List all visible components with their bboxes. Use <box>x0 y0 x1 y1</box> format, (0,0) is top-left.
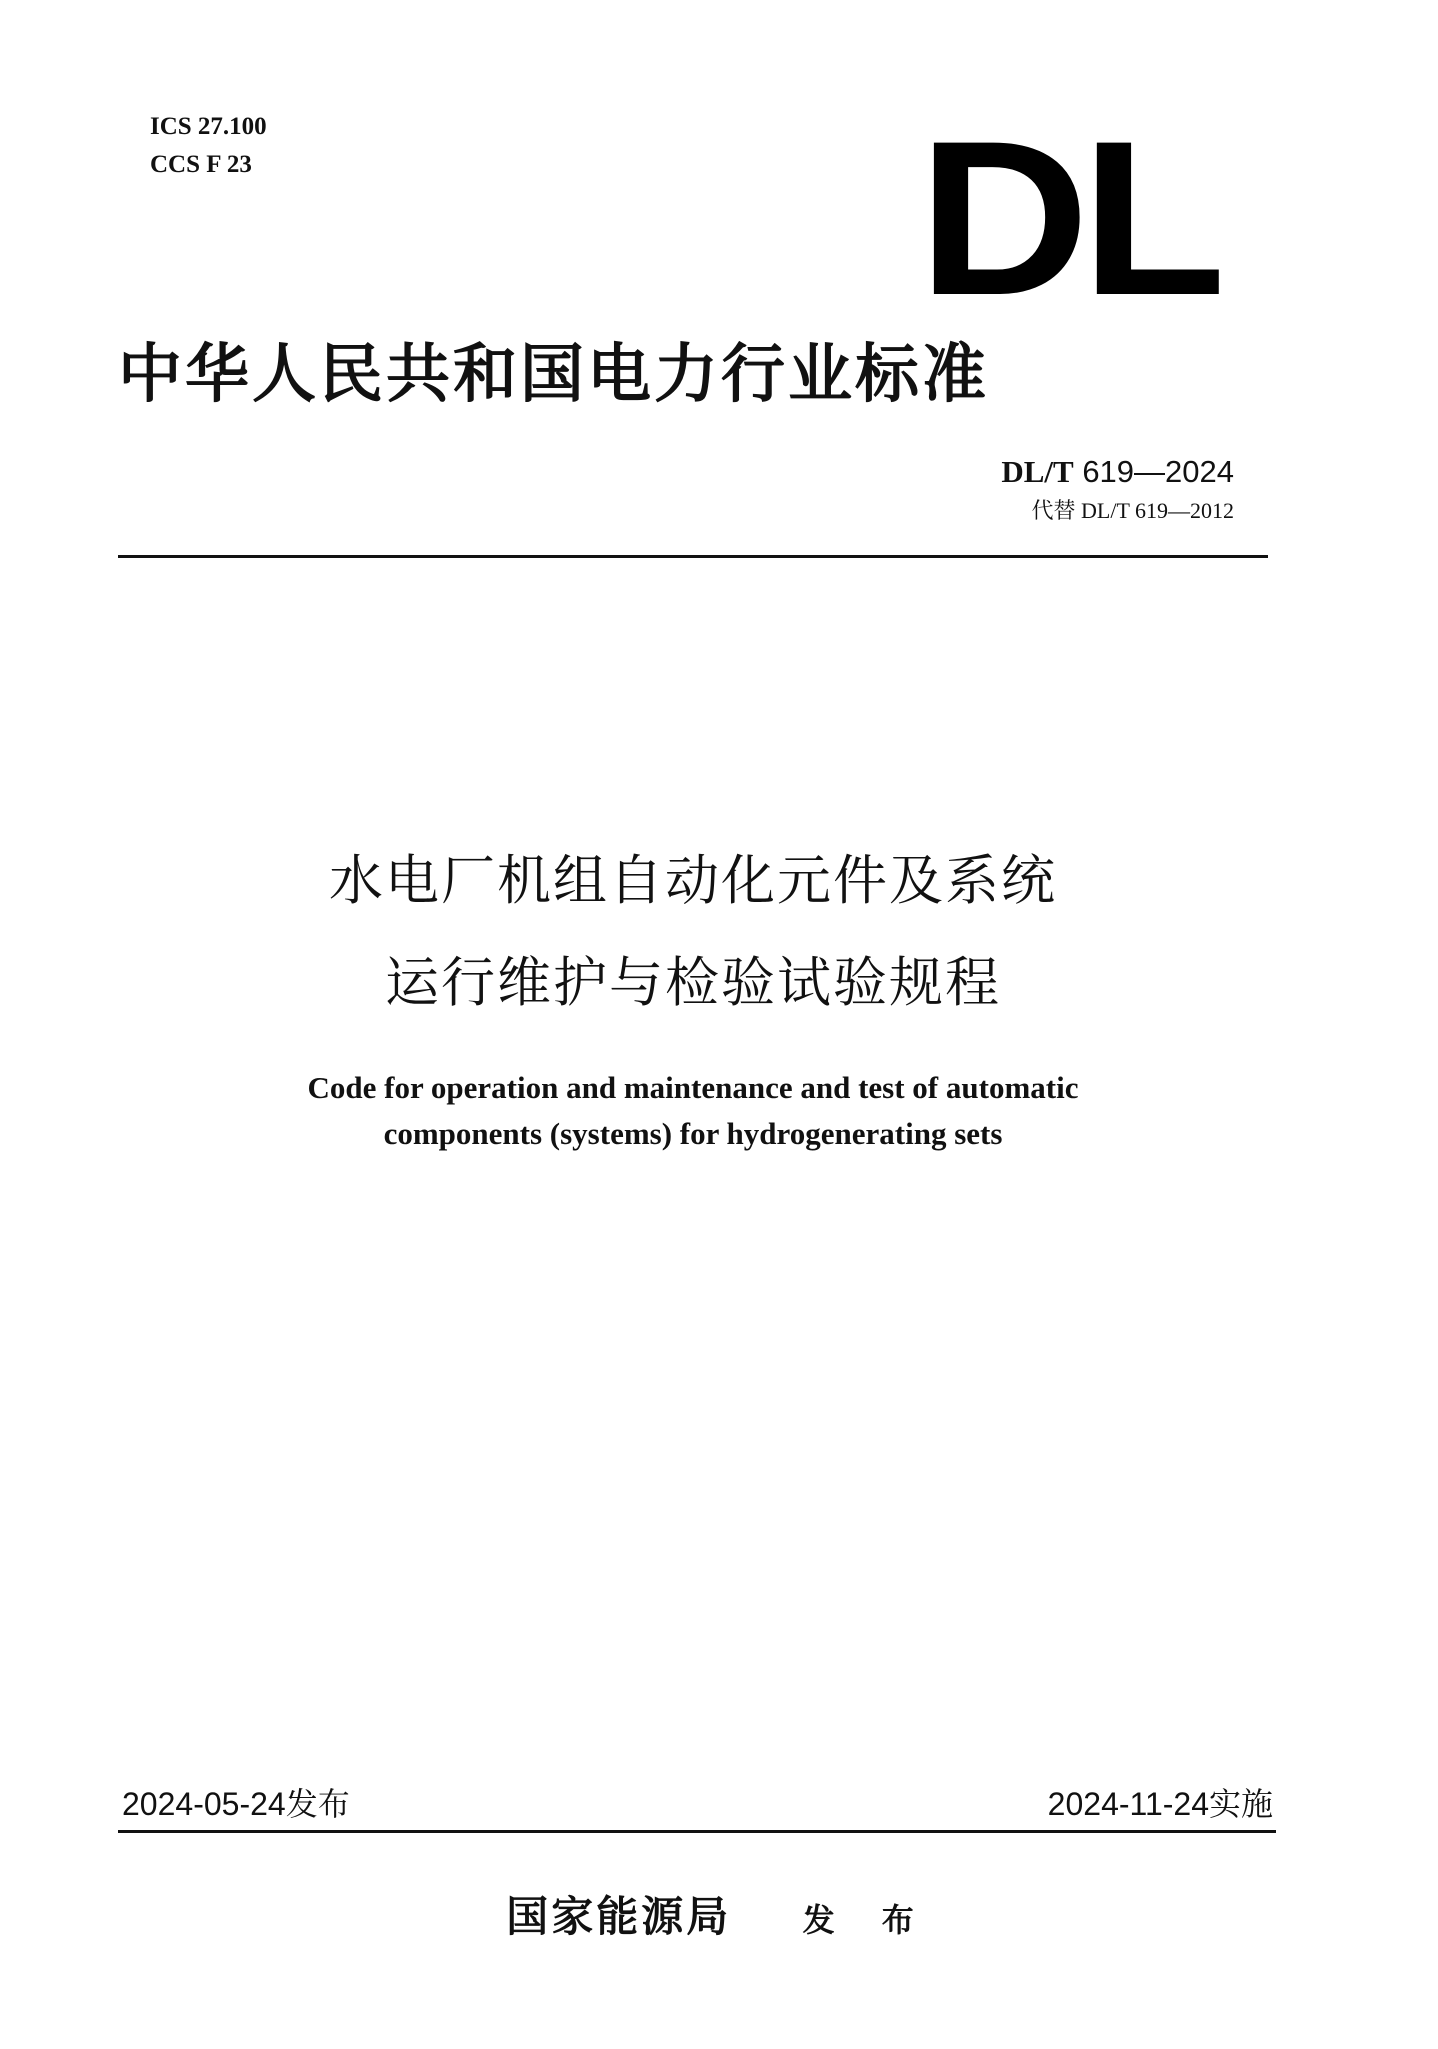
publisher-line <box>0 1887 1438 1950</box>
publisher-name: 国家能源局 <box>506 1892 732 1941</box>
standard-category-title: 中华人民共和国电力行业标准 <box>118 338 989 412</box>
publish-label: 发 布 <box>802 1901 932 1939</box>
document-title-en <box>118 1065 1268 1157</box>
replaces-standard: 代替 DL/T 619—2012 <box>1031 498 1234 523</box>
dl-logo: DL <box>918 95 1218 341</box>
standard-code <box>1001 452 1234 492</box>
header-divider <box>118 555 1268 558</box>
footer-divider <box>118 1830 1276 1833</box>
standard-code-prefix: DL/T <box>1001 454 1074 489</box>
standard-code-number: 619—2024 <box>1082 454 1234 489</box>
document-title-zh <box>118 830 1268 1034</box>
document-title-zh-line2: 运行维护与检验试验规程 <box>385 951 1001 1014</box>
classification-codes <box>150 108 267 184</box>
document-title-zh-line1: 水电厂机组自动化元件及系统 <box>329 849 1057 912</box>
document-title-en-line1: Code for operation and maintenance and test of automatic <box>307 1070 1079 1105</box>
issue-date: 2024-05-24发布 <box>122 1786 350 1822</box>
implementation-date: 2024-11-24实施 <box>1047 1786 1273 1822</box>
ccs-code: CCS F 23 <box>150 151 252 178</box>
document-title-en-line2: components (systems) for hydrogenerating sets <box>383 1116 1003 1151</box>
ics-code: ICS 27.100 <box>150 113 267 140</box>
